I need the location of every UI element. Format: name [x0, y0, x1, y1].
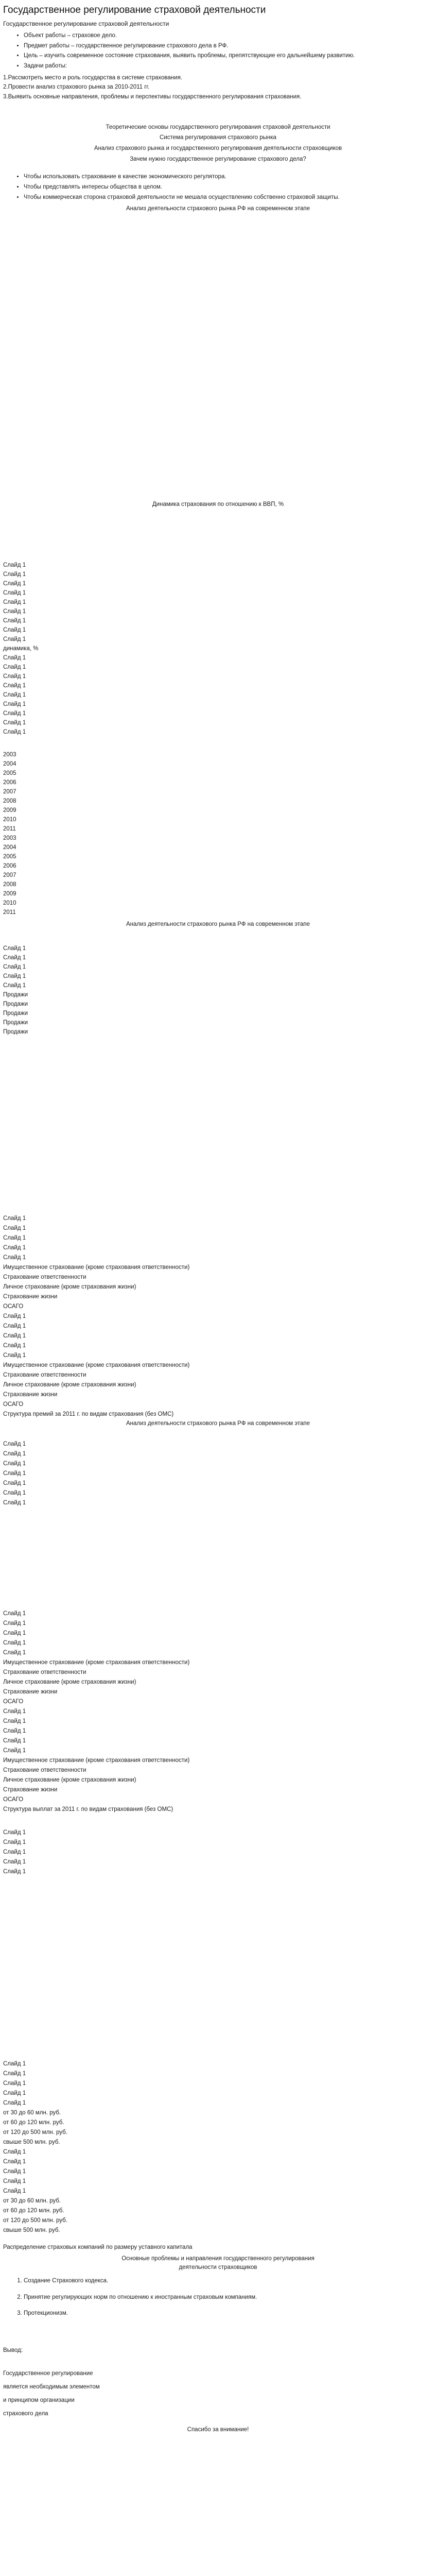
sales-label: Продажи	[3, 1020, 28, 1026]
task-item: 3.Выявить основные направления, проблемы и перспективы государственного регулирования страхования.	[3, 93, 302, 100]
slide-label: Слайд 1	[3, 617, 26, 624]
slide-label: Слайд 1	[3, 1611, 26, 1617]
slide-group-3	[3, 944, 433, 990]
slide-label: Слайд 1	[3, 682, 26, 689]
sales-label: Продажи	[3, 1029, 28, 1036]
task-item: 1.Рассмотреть место и роль государства в системе страхования.	[3, 74, 182, 81]
capital-range: от 120 до 500 млн. руб.	[3, 2217, 67, 2224]
year-label: 2004	[3, 760, 16, 767]
slide-label: Слайд 1	[3, 571, 26, 578]
insurance-type: Страхование ответственности	[3, 1669, 86, 1676]
slide-label: Слайд 1	[3, 589, 26, 596]
insurance-type: Имущественное страхование (кроме страхования ответственности)	[3, 1362, 190, 1369]
insurance-type: ОСАГО	[3, 1401, 24, 1408]
year-label: 2003	[3, 751, 16, 758]
slide-label: Слайд 1	[3, 1313, 26, 1320]
conclusion-item: 3. Протекционизм.	[24, 2307, 433, 2320]
slide-label: Слайд 1	[3, 710, 26, 717]
sales-label: Продажи	[3, 1010, 28, 1017]
slide-label: Слайд 1	[3, 664, 26, 670]
slide-group-10	[3, 2059, 433, 2108]
slide-label: Слайд 1	[3, 955, 26, 961]
slide-label: Слайд 1	[3, 1255, 26, 1261]
insurance-types-c	[3, 1658, 433, 1707]
capital-ranges-b	[3, 2196, 433, 2235]
slide-label: Слайд 1	[3, 1728, 26, 1735]
slide-label: Слайд 1	[3, 2100, 26, 2107]
insurance-type: Страхование ответственности	[3, 1767, 86, 1774]
slide-label: Слайд 1	[3, 1839, 26, 1846]
year-label: 2007	[3, 872, 16, 878]
slide-label: Слайд 1	[3, 973, 26, 980]
slide-label: Слайд 1	[3, 2149, 26, 2156]
capital-range: от 30 до 60 млн. руб.	[3, 2110, 61, 2116]
slide-label: Слайд 1	[3, 1630, 26, 1637]
slide-label: Слайд 1	[3, 2159, 26, 2165]
slide-label: Слайд 1	[3, 728, 26, 735]
slide-label: Слайд 1	[3, 1859, 26, 1866]
slide-label: Слайд 1	[3, 636, 26, 642]
year-label: 2010	[3, 900, 16, 906]
slide-label: Слайд 1	[3, 654, 26, 661]
capital-range: от 120 до 500 млн. руб.	[3, 2129, 67, 2136]
why-bullet: • Чтобы использовать страхование в качестве экономического регулятора.	[24, 173, 433, 181]
slide-label: Слайд 1	[3, 562, 26, 568]
slide-group-8	[3, 1707, 433, 1756]
slide-label: Слайд 1	[3, 1738, 26, 1744]
year-label: 2003	[3, 835, 16, 841]
why-bullet-list	[3, 173, 433, 201]
slide-label: Слайд 1	[3, 2188, 26, 2195]
conclusion-lines	[3, 2367, 433, 2420]
why-bullet: • Чтобы коммерческая сторона страховой деятельности не мешала осуществлению собственно страховой защиты.	[24, 193, 433, 202]
slide-group-1	[3, 561, 433, 644]
conclusion-line: является необходимым элементом	[3, 2384, 100, 2391]
insurance-types-d	[3, 1756, 433, 1805]
capital-range: от 60 до 120 млн. руб.	[3, 2208, 64, 2214]
insurance-type: Страхование ответственности	[3, 1274, 86, 1281]
slide-label: Слайд 1	[3, 945, 26, 952]
slide-group-7	[3, 1609, 433, 1658]
insurance-type: Личное страхование (кроме страхования жизни)	[3, 1777, 136, 1784]
slide-label: Слайд 1	[3, 1451, 26, 1458]
insurance-types-b	[3, 1361, 433, 1410]
slide-label: Слайд 1	[3, 608, 26, 615]
capital-range: от 60 до 120 млн. руб.	[3, 2120, 64, 2126]
slide-label: Слайд 1	[3, 1640, 26, 1647]
insurance-type: Имущественное страхование (кроме страхования ответственности)	[3, 1757, 190, 1764]
slide-group-2	[3, 653, 433, 737]
slide-label: Слайд 1	[3, 1225, 26, 1232]
insurance-type: Страхование жизни	[3, 1689, 58, 1696]
slide-label: Слайд 1	[3, 1708, 26, 1715]
slide-label: Слайд 1	[3, 1748, 26, 1754]
insurance-type: ОСАГО	[3, 1699, 24, 1705]
slide-label: Слайд 1	[3, 1235, 26, 1242]
slide-label: Слайд 1	[3, 2090, 26, 2097]
year-label: 2011	[3, 825, 16, 832]
year-list-a	[3, 750, 433, 834]
conclusion-label: Вывод:	[3, 2347, 23, 2354]
conclusion-line: Государственное регулирование	[3, 2370, 93, 2377]
slide-label: Слайд 1	[3, 1461, 26, 1467]
year-label: 2006	[3, 779, 16, 786]
slide-label: Слайд 1	[3, 964, 26, 971]
year-label: 2009	[3, 807, 16, 814]
slide-label: Слайд 1	[3, 1490, 26, 1497]
slide-label: Слайд 1	[3, 1869, 26, 1875]
slide-label: Слайд 1	[3, 1829, 26, 1836]
insurance-type: Личное страхование (кроме страхования жизни)	[3, 1284, 136, 1291]
slide-label: Слайд 1	[3, 719, 26, 726]
slide-label: Слайд 1	[3, 1323, 26, 1330]
year-label: 2005	[3, 770, 16, 776]
insurance-type: Страхование жизни	[3, 1294, 58, 1300]
slide-label: Слайд 1	[3, 2071, 26, 2077]
sales-label-list	[3, 990, 433, 1037]
regulation-system-heading: Система регулирования страхового рынка	[160, 134, 276, 141]
year-label: 2005	[3, 853, 16, 860]
task-item: 2.Провести анализ страхового рынка за 2010-2011 гг.	[3, 84, 150, 91]
capital-range: свыше 500 млн. руб.	[3, 2227, 60, 2234]
year-label: 2008	[3, 798, 16, 804]
conclusion-item: 2. Принятие регулирующих норм по отношению к иностранным страховым компаниям.	[24, 2291, 433, 2304]
analysis-heading-2: Анализ деятельности страхового рынка РФ на современном этапе	[126, 921, 310, 927]
conclusion-line: и принципом организации	[3, 2397, 75, 2404]
intro-bullet: • Задачи работы:	[24, 62, 433, 71]
analysis-heading: Анализ деятельности страхового рынка РФ на современном этапе	[126, 206, 310, 212]
slide-label: Слайд 1	[3, 1620, 26, 1627]
payments-structure-caption: Структура выплат за 2011 г. по видам страхования (без ОМС)	[3, 1806, 173, 1813]
insurance-type: Личное страхование (кроме страхования жизни)	[3, 1679, 136, 1686]
slide-label: Слайд 1	[3, 701, 26, 707]
slide-group-5	[3, 1312, 433, 1361]
analysis-heading-3: Анализ деятельности страхового рынка РФ на современном этапе	[126, 1420, 310, 1427]
theory-heading: Теоретические основы государственного регулирования страховой деятельности	[106, 124, 330, 130]
dynamics-title: Динамика страхования по отношению к ВВП, %	[152, 501, 284, 508]
year-label: 2008	[3, 881, 16, 888]
why-bullet: • Чтобы представлять интересы общества в целом.	[24, 183, 433, 192]
slide-label: Слайд 1	[3, 1849, 26, 1856]
insurance-type: Имущественное страхование (кроме страхования ответственности)	[3, 1264, 190, 1271]
slide-label: Слайд 1	[3, 626, 26, 633]
slide-label: Слайд 1	[3, 691, 26, 698]
document-subtitle: Государственное регулирование страховой деятельности	[3, 20, 169, 27]
slide-label: Слайд 1	[3, 1480, 26, 1487]
slide-label: Слайд 1	[3, 580, 26, 587]
year-label: 2010	[3, 816, 16, 823]
slide-label: Слайд 1	[3, 673, 26, 680]
intro-bullet-list	[3, 31, 433, 71]
insurance-types-a	[3, 1263, 433, 1312]
slide-label: Слайд 1	[3, 2080, 26, 2087]
slide-label: Слайд 1	[3, 2178, 26, 2185]
slide-label: Слайд 1	[3, 2168, 26, 2175]
insurance-type: ОСАГО	[3, 1797, 24, 1803]
slide-group-4	[3, 1214, 433, 1263]
distribution-heading: Распределение страховых компаний по размеру уставного капитала	[3, 2244, 193, 2251]
intro-bullet: • Цель – изучить современное состояние страхования, выявить проблемы, препятствующие его дальнейшему развитию.	[24, 52, 433, 60]
insurance-type: Личное страхование (кроме страхования жизни)	[3, 1382, 136, 1388]
year-label: 2006	[3, 862, 16, 869]
slide-group-11	[3, 2147, 433, 2196]
slide-label: Слайд 1	[3, 2061, 26, 2067]
slide-label: Слайд 1	[3, 1343, 26, 1349]
capital-range: свыше 500 млн. руб.	[3, 2139, 60, 2146]
slide-label: Слайд 1	[3, 1441, 26, 1448]
slide-label: Слайд 1	[3, 1718, 26, 1725]
market-analysis-heading: Анализ страхового рынка и государственного регулирования деятельности страховщиков	[94, 145, 342, 151]
why-regulation-heading: Зачем нужно государственное регулирование страхового дела?	[130, 156, 306, 162]
year-label: 2009	[3, 890, 16, 897]
slide-label: Слайд 1	[3, 1500, 26, 1506]
slide-label: Слайд 1	[3, 1352, 26, 1359]
year-label: 2011	[3, 909, 16, 916]
sales-label: Продажи	[3, 1001, 28, 1008]
intro-bullet: • Объект работы – страховое дело.	[24, 31, 433, 40]
capital-range: от 30 до 60 млн. руб.	[3, 2198, 61, 2205]
year-label: 2004	[3, 844, 16, 851]
year-label: 2007	[3, 788, 16, 795]
thanks-text: Спасибо за внимание!	[187, 2427, 249, 2433]
slide-group-6	[3, 1439, 433, 1508]
premiums-structure-caption: Структура премий за 2011 г. по видам страхования (без ОМС)	[3, 1411, 174, 1418]
year-list-b	[3, 834, 433, 917]
document-title: Государственное регулирование страховой деятельности	[3, 5, 266, 15]
insurance-type: Имущественное страхование (кроме страхования ответственности)	[3, 1659, 190, 1666]
intro-bullet: • Предмет работы – государственное регулирование страхового дела в РФ.	[24, 42, 433, 50]
conclusions-list	[3, 2275, 433, 2320]
document-page	[0, 3, 436, 2434]
problems-heading: Основные проблемы и направления государственного регулирования деятельности страховщиков	[121, 2256, 315, 2270]
insurance-type: Страхование ответственности	[3, 1372, 86, 1379]
insurance-type: Страхование жизни	[3, 1787, 58, 1793]
dynamics-label: динамика, %	[3, 645, 39, 652]
sales-label: Продажи	[3, 992, 28, 998]
conclusion-line: страхового дела	[3, 2411, 48, 2417]
slide-group-9	[3, 1828, 433, 1877]
insurance-type: Страхование жизни	[3, 1392, 58, 1398]
slide-label: Слайд 1	[3, 1215, 26, 1222]
slide-label: Слайд 1	[3, 982, 26, 989]
conclusion-item: 1. Создание Страхового кодекса.	[24, 2275, 433, 2287]
slide-label: Слайд 1	[3, 599, 26, 605]
slide-label: Слайд 1	[3, 1333, 26, 1340]
slide-label: Слайд 1	[3, 1470, 26, 1477]
capital-ranges-a	[3, 2108, 433, 2147]
slide-label: Слайд 1	[3, 1650, 26, 1656]
insurance-type: ОСАГО	[3, 1303, 24, 1310]
slide-label: Слайд 1	[3, 1245, 26, 1251]
